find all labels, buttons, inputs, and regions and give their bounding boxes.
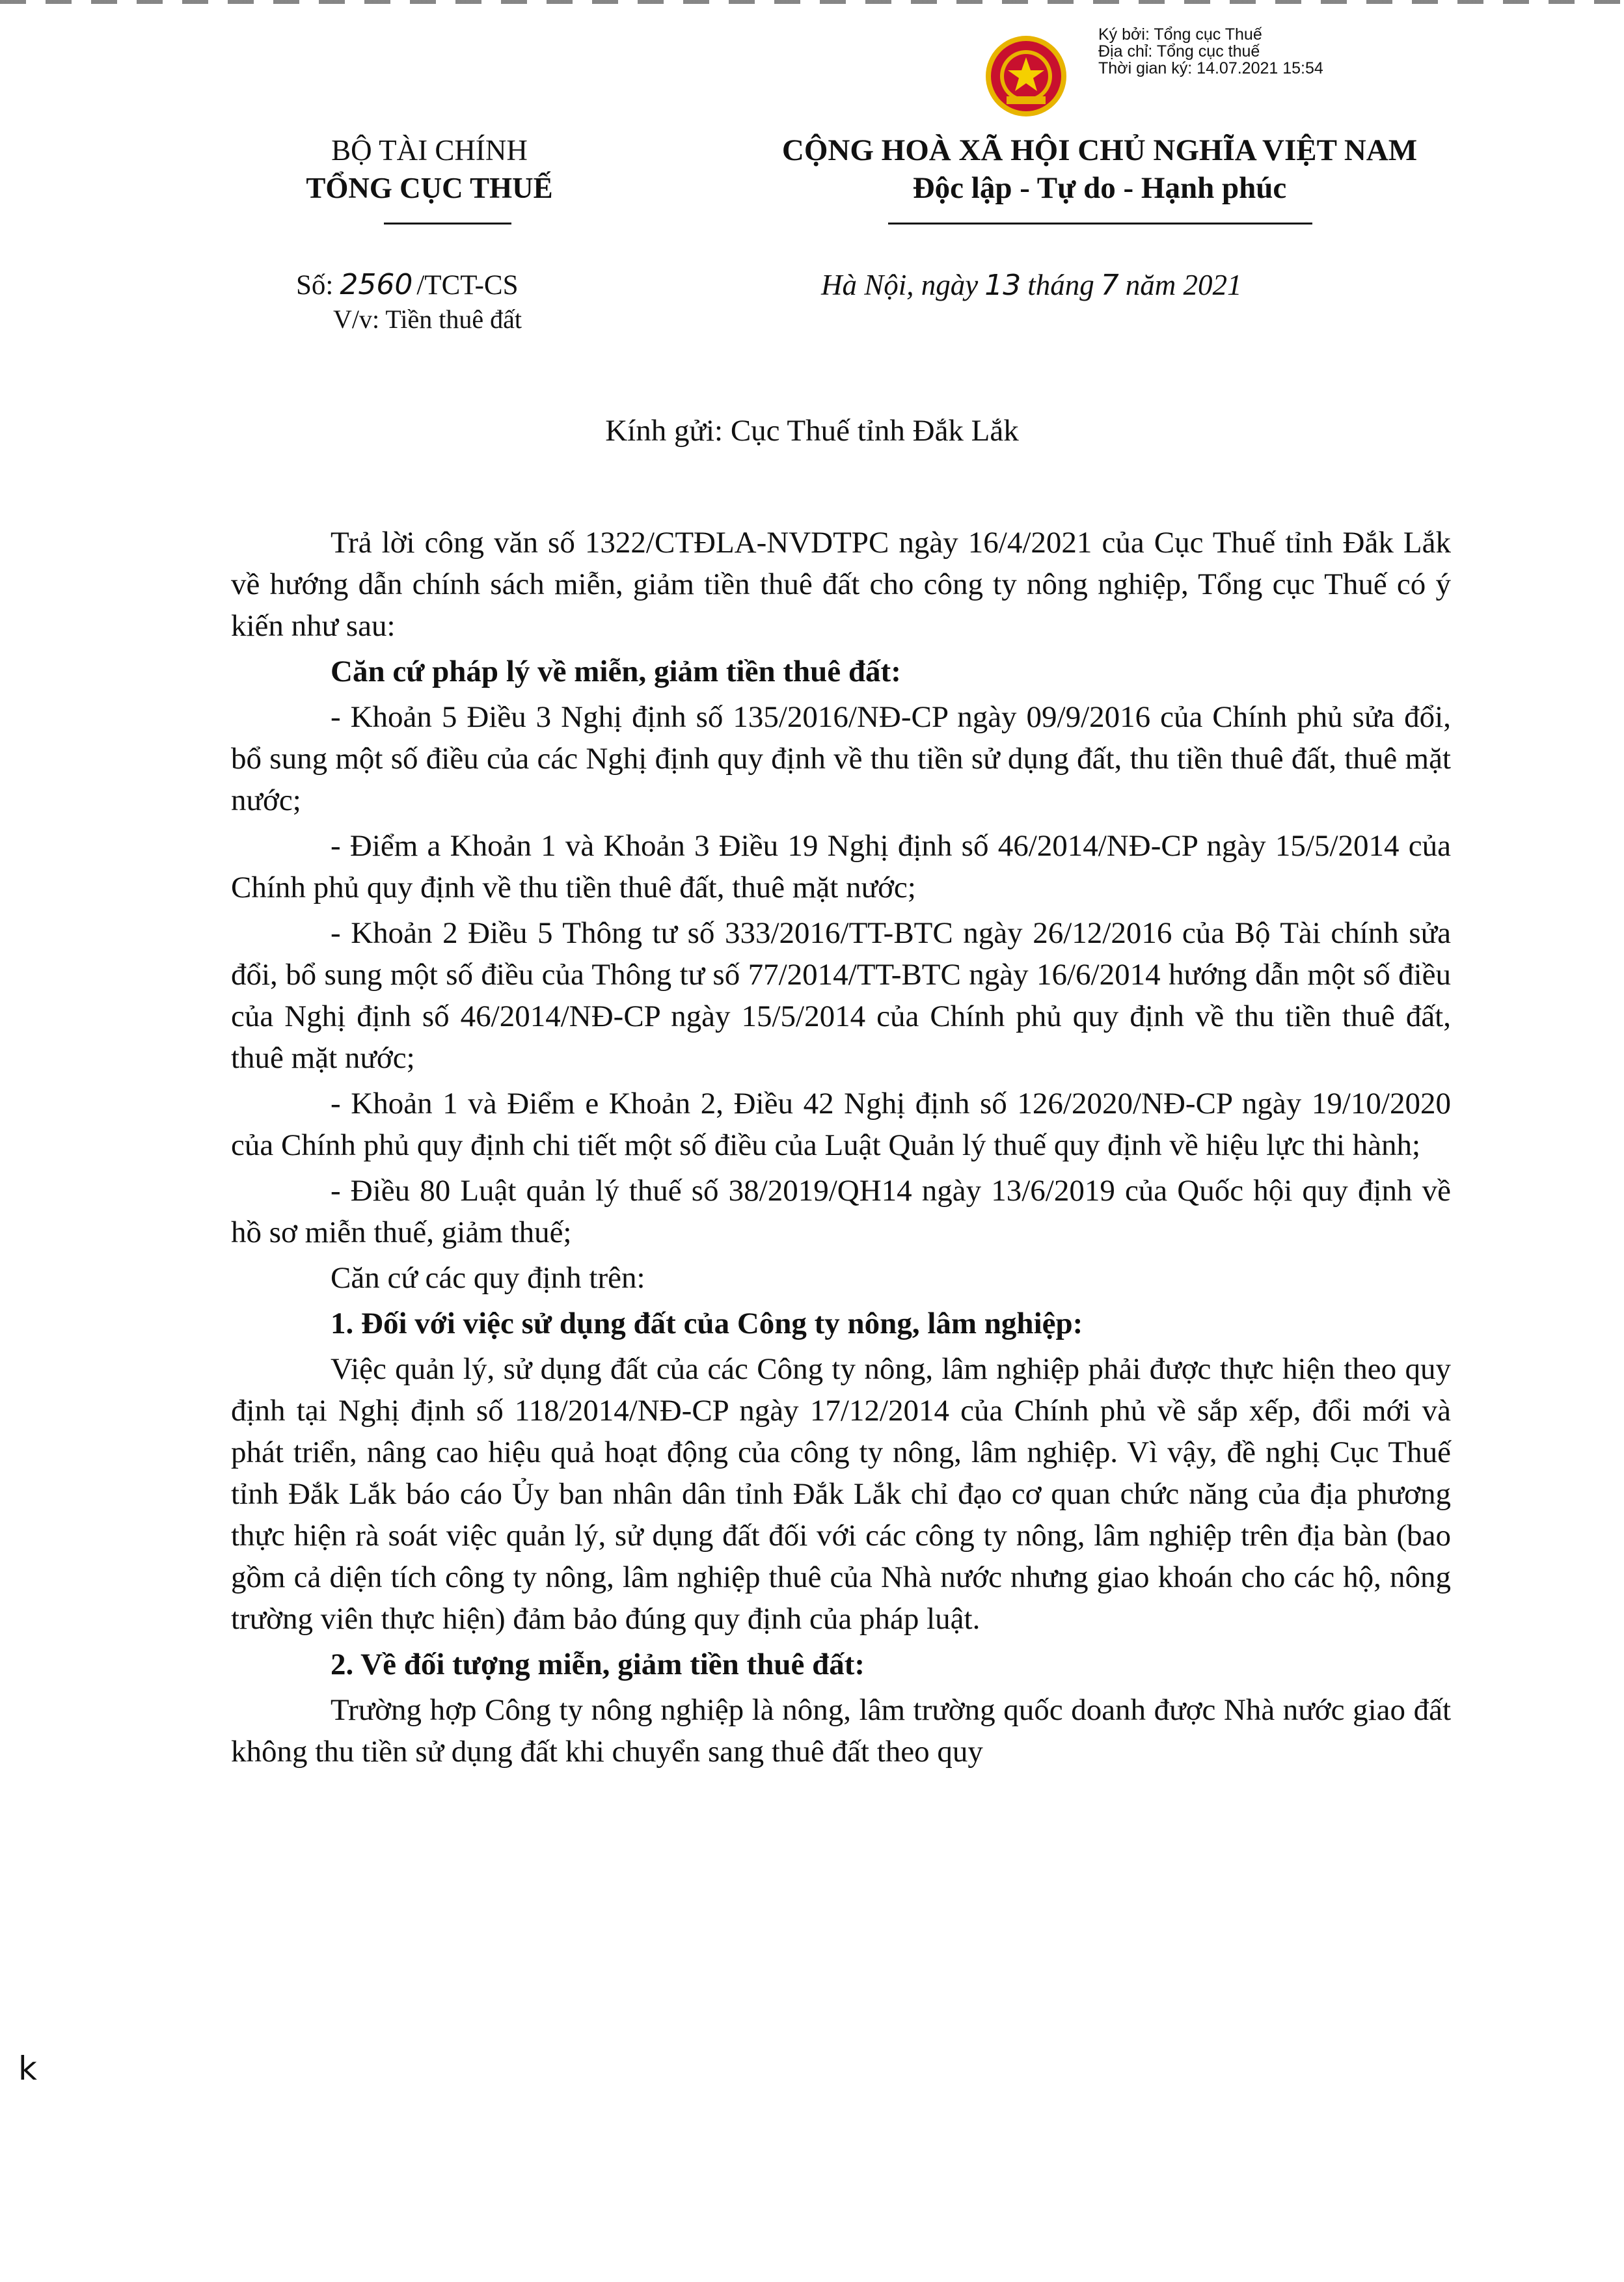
agency-underline xyxy=(384,223,511,224)
body-paragraph: Căn cứ các quy định trên: xyxy=(331,1261,645,1295)
number-suffix: /TCT-CS xyxy=(416,270,519,301)
document-date xyxy=(821,268,1242,303)
body-paragraph: - Điểm a Khoản 1 và Khoản 3 Điều 19 Nghị định số 46/2014/NĐ-CP ngày 15/5/2014 của Chính phủ quy định về thu tiền thuê đất, thuê mặt nước; xyxy=(231,829,1451,904)
section-heading: Căn cứ pháp lý về miễn, giảm tiền thuê đất: xyxy=(331,655,901,688)
handwritten-day: 13 xyxy=(984,269,1022,302)
scan-edge-artifact xyxy=(0,0,1624,4)
national-motto: Độc lập - Tự do - Hạnh phúc xyxy=(912,171,1287,205)
body-paragraph: Việc quản lý, sử dụng đất của các Công ty nông, lâm nghiệp phải được thực hiện theo quy định tại Nghị định số 118/2014/NĐ-CP ngày 17/12/2014 của Chính phủ về sắp xếp, đổi mới và phát triển, nâng cao hiệu quả hoạt động của công ty nông, lâm nghiệp. Vì vậy, đề nghị Cục Thuế tỉnh Đắk Lắk báo cáo Ủy ban nhân dân tỉnh Đắk Lắk chỉ đạo cơ quan chức năng của địa phương thực hiện rà soát việc quản lý, sử dụng đất đối với các công ty nông, lâm nghiệp trên địa bàn (bao gồm cả diện tích công ty nông, lâm nghiệp thuê của Nhà nước nhưng giao khoán cho các hộ, nông trường viên thực hiện) đảm bảo đúng quy định của pháp luật. xyxy=(231,1352,1451,1636)
body-paragraph: Trường hợp Công ty nông nghiệp là nông, lâm trường quốc doanh được Nhà nước giao đất không thu tiền sử dụng đất khi chuyển sang thuê đất theo quy xyxy=(231,1693,1451,1769)
body-paragraph: Trả lời công văn số 1322/CTĐLA-NVDTPC ngày 16/4/2021 của Cục Thuế tỉnh Đắk Lắk về hướng dẫn chính sách miễn, giảm tiền thuê đất cho công ty nông nghiệp, Tổng cục Thuế có ý kiến như sau: xyxy=(231,526,1451,643)
department-name: TỔNG CỤC THUẾ xyxy=(306,172,553,204)
digital-signature-info xyxy=(1098,26,1323,77)
national-tax-seal-icon xyxy=(984,34,1068,118)
issuing-agency xyxy=(247,131,612,207)
body-paragraph: - Khoản 2 Điều 5 Thông tư số 333/2016/TT-BTC ngày 26/12/2016 của Bộ Tài chính sửa đổi, bổ sung một số điều của Thông tư số 77/2014/TT-BTC ngày 16/6/2014 hướng dẫn một số điều của Nghị định số 46/2014/NĐ-CP ngày 15/5/2014 của Chính phủ quy định về thu tiền thuê đất, thuê mặt nước; xyxy=(231,916,1451,1075)
motto-underline xyxy=(888,223,1312,224)
year-label: năm 2021 xyxy=(1125,269,1242,301)
date-prefix: Hà Nội, ngày xyxy=(821,269,979,301)
recipient: Kính gửi: Cục Thuế tỉnh Đắk Lắk xyxy=(605,414,1019,448)
address-line: Địa chỉ: Tổng cục thuế xyxy=(1098,42,1260,61)
body-paragraph: - Khoản 5 Điều 3 Nghị định số 135/2016/NĐ-CP ngày 09/9/2016 của Chính phủ sửa đổi, bổ sung một số điều của các Nghị định quy định về thu tiền sử dụng đất, thu tiền thuê đất, thuê mặt nước; xyxy=(231,700,1451,817)
handwritten-margin-mark: k xyxy=(18,2050,37,2087)
document-subject: V/v: Tiền thuê đất xyxy=(333,305,522,334)
month-label: tháng xyxy=(1027,269,1094,301)
sign-time-line: Thời gian ký: 14.07.2021 15:54 xyxy=(1098,59,1323,77)
document-body xyxy=(231,522,1451,1776)
ministry-name: BỘ TÀI CHÍNH xyxy=(331,134,528,167)
handwritten-month: 7 xyxy=(1100,269,1119,302)
body-paragraph: - Điều 80 Luật quản lý thuế số 38/2019/QH14 ngày 13/6/2019 của Quốc hội quy định về hồ sơ miễn thuế, giảm thuế; xyxy=(231,1174,1451,1249)
section-heading: 2. Về đối tượng miễn, giảm tiền thuê đất: xyxy=(331,1648,865,1681)
section-heading: 1. Đối với việc sử dụng đất của Công ty nông, lâm nghiệp: xyxy=(331,1307,1083,1340)
number-prefix: Số: xyxy=(296,270,334,301)
national-header xyxy=(693,131,1506,207)
country-name: CỘNG HOÀ XÃ HỘI CHỦ NGHĨA VIỆT NAM xyxy=(781,133,1418,167)
body-paragraph: - Khoản 1 và Điểm e Khoản 2, Điều 42 Nghị định số 126/2020/NĐ-CP ngày 19/10/2020 của Chính phủ quy định chi tiết một số điều của Luật Quản lý thuế quy định về hiệu lực thi hành; xyxy=(231,1087,1451,1162)
document-number xyxy=(296,268,519,303)
handwritten-number: 2560 xyxy=(340,268,413,301)
signer-line: Ký bởi: Tổng cục Thuế xyxy=(1098,25,1262,44)
